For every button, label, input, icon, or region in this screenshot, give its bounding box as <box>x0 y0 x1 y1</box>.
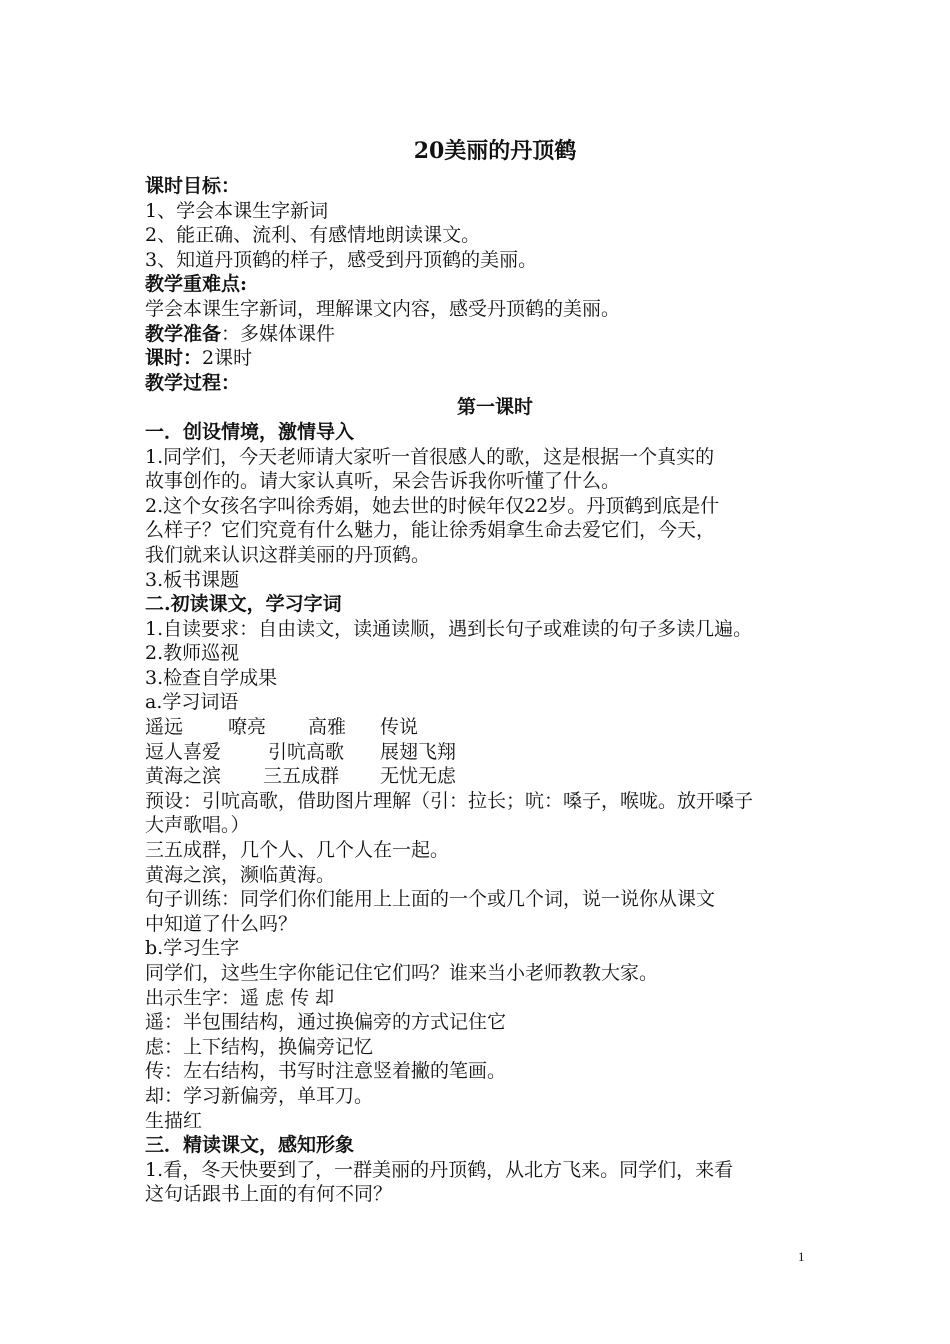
hours-line <box>145 346 845 371</box>
word: 逗人喜爱 <box>145 740 222 763</box>
document-title: 20美丽的丹顶鹤 <box>413 138 577 164</box>
preset-line-a: 预设：引吭高歌，借助图片理解（引：拉长；吭：嗓子，喉咙。放开嗓子 <box>145 789 754 812</box>
word: 遥远 <box>145 716 184 739</box>
training-line-a: 句子训练：同学们你们能用上上面的一个或几个词，说一说你从课文 <box>145 888 716 911</box>
section-3-heading: 三．精读课文，感知形象 <box>145 1134 355 1157</box>
word-row-3 <box>145 764 845 789</box>
s2-sub-a: a.学习词语 <box>145 691 239 714</box>
training-line-b: 中知道了什么吗？ <box>145 912 298 935</box>
s1-paragraph-2b: 么样子？它们究竟有什么魅力，能让徐秀娟拿生命去爱它们，今天， <box>145 519 716 542</box>
s1-paragraph-2c: 我们就来认识这群美丽的丹顶鹤。 <box>145 543 431 566</box>
s2-paragraph-1: 1.自读要求：自由读文，读通读顺，遇到长句子或难读的句子多读几遍。 <box>145 617 753 640</box>
page-number: 1 <box>798 1249 805 1264</box>
s2-sub-b: b.学习生字 <box>145 937 240 960</box>
word: 黄海之滨 <box>145 765 222 788</box>
explain-1: 三五成群，几个人、几个人在一起。 <box>145 839 450 862</box>
s1-paragraph-1a: 1.同学们，今天老师请大家听一首很感人的歌，这是根据一个真实的 <box>145 445 715 468</box>
prep-text: ：多媒体课件 <box>221 322 336 345</box>
s3-paragraph-1a: 1.看，冬天快要到了，一群美丽的丹顶鹤，从北方飞来。同学们，来看 <box>145 1158 734 1181</box>
s1-paragraph-3: 3.板书课题 <box>145 568 240 591</box>
s1-paragraph-1b: 故事创作的。请大家认真听，呆会告诉我你听懂了什么。 <box>145 470 621 493</box>
char-note-1: 遥：半包围结构，通过换偏旁的方式记住它 <box>145 1011 507 1034</box>
s2-paragraph-3: 3.检查自学成果 <box>145 666 278 689</box>
explain-2: 黄海之滨，濒临黄海。 <box>145 863 336 886</box>
word: 三五成群 <box>263 765 340 788</box>
word: 无忧无虑 <box>380 765 457 788</box>
preset-line-b: 大声歌唱。） <box>145 814 250 837</box>
objective-3: 3、知道丹顶鹤的样子，感受到丹顶鹤的美丽。 <box>145 248 538 271</box>
key-points-text: 学会本课生字新词，理解课文内容，感受丹顶鹤的美丽。 <box>145 297 621 320</box>
trace-line: 生描红 <box>145 1109 203 1132</box>
hours-label: 课时： <box>145 347 203 370</box>
prep-label: 教学准备 <box>145 322 222 345</box>
word: 高雅 <box>308 716 347 739</box>
char-note-2: 虑：上下结构，换偏旁记忆 <box>145 1035 374 1058</box>
chars-question: 同学们，这些生字你能记住它们吗？谁来当小老师教教大家。 <box>145 962 659 984</box>
char-note-3: 传：左右结构，书写时注意竖着撇的笔画。 <box>145 1060 507 1083</box>
word-row-1 <box>145 715 845 740</box>
chars-show: 出示生字：遥 虑 传 却 <box>145 986 335 1009</box>
word: 展翅飞翔 <box>380 740 457 763</box>
key-points-label: 教学重难点: <box>145 273 248 296</box>
document-page <box>145 136 845 1207</box>
section-1-heading: 一．创设情境，激情导入 <box>145 420 355 443</box>
s3-paragraph-1b: 这句话跟书上面的有何不同？ <box>145 1183 393 1206</box>
word: 引吭高歌 <box>268 740 345 763</box>
objectives-label: 课时目标： <box>145 175 241 197</box>
word-row-2 <box>145 740 845 765</box>
lesson-heading: 第一课时 <box>456 396 533 419</box>
word: 嘹亮 <box>228 716 267 739</box>
hours-text: 2课时 <box>202 347 253 370</box>
s1-paragraph-2a: 2.这个女孩名字叫徐秀娟，她去世的时候年仅22岁。丹顶鹤到底是什 <box>145 494 720 517</box>
word: 传说 <box>380 716 419 739</box>
objective-1: 1、学会本课生字新词 <box>145 199 329 222</box>
section-2-heading: 二.初读课文，学习字词 <box>145 593 342 616</box>
s2-paragraph-2: 2.教师巡视 <box>145 642 240 665</box>
char-note-4: 却：学习新偏旁，单耳刀。 <box>145 1084 374 1107</box>
objective-2: 2、能正确、流利、有感情地朗读课文。 <box>145 224 481 247</box>
prep-line <box>145 322 845 347</box>
process-label: 教学过程： <box>145 371 241 394</box>
